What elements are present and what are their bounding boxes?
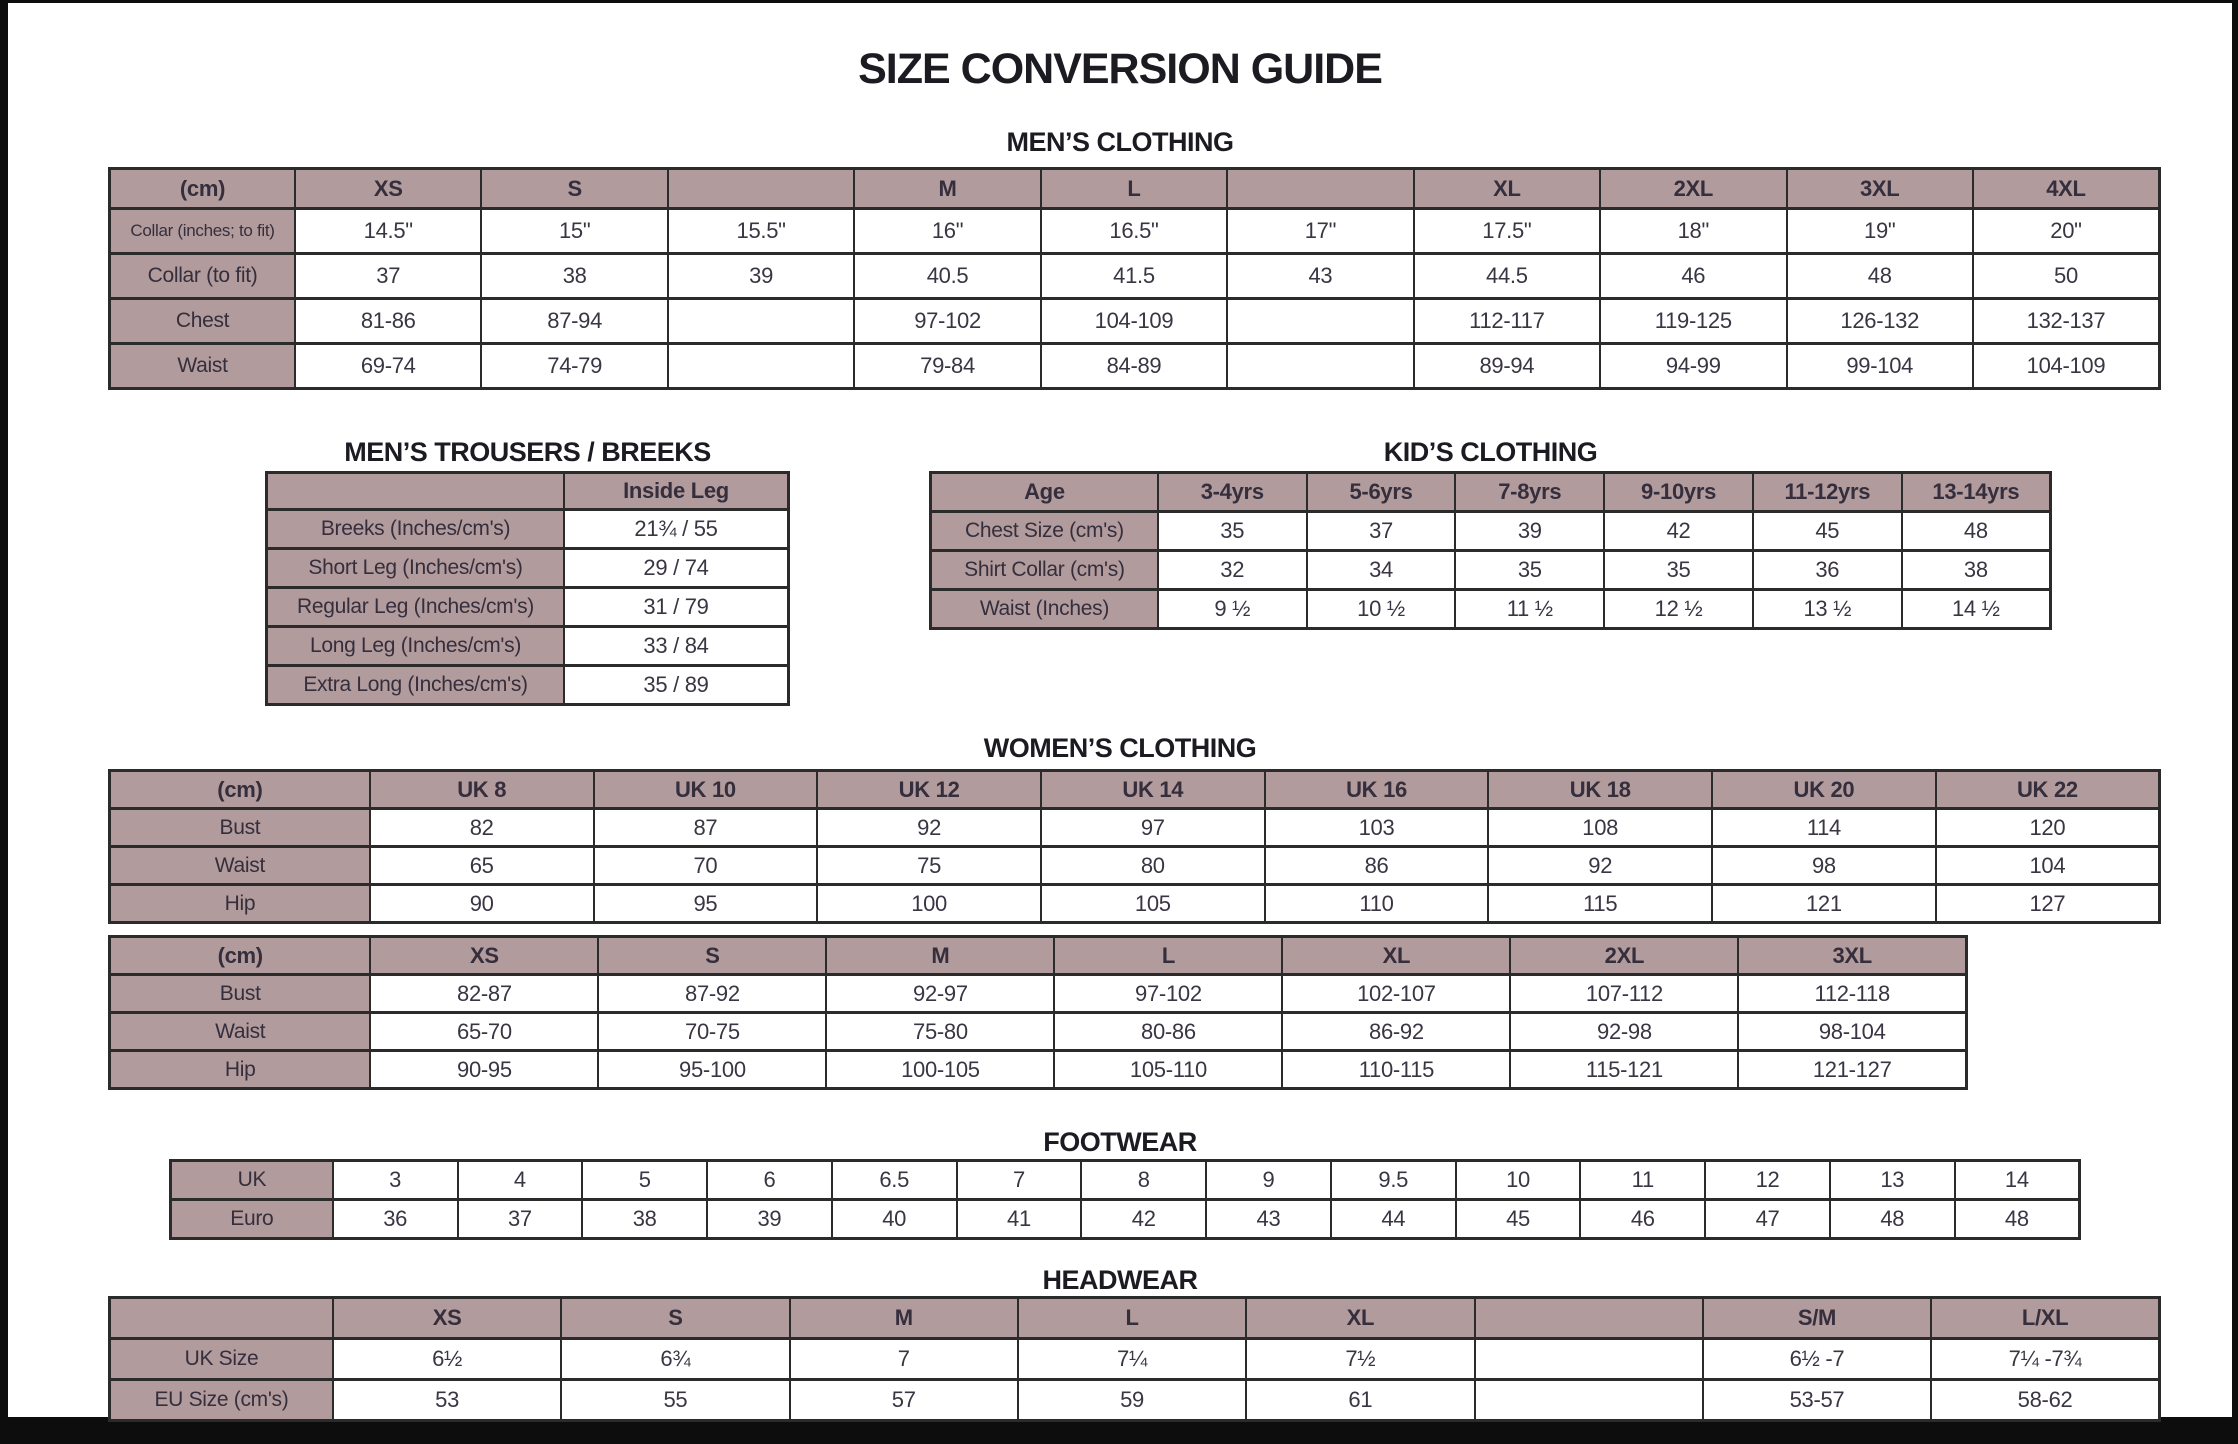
data-cell: 16.5" xyxy=(1041,209,1227,254)
data-cell: 108 xyxy=(1488,809,1712,847)
data-cell: 99-104 xyxy=(1787,344,1973,389)
table-row xyxy=(267,666,789,705)
data-cell: 6½ -7 xyxy=(1703,1339,1931,1380)
header-row xyxy=(931,473,2051,512)
data-cell: 6.5 xyxy=(832,1161,957,1200)
data-cell: 9.5 xyxy=(1331,1161,1456,1200)
data-cell: 13 xyxy=(1830,1161,1955,1200)
data-cell: 97-102 xyxy=(854,299,1040,344)
data-cell: 107-112 xyxy=(1510,975,1738,1013)
header-row xyxy=(110,771,2160,809)
column-header: XS xyxy=(333,1298,561,1339)
data-cell: 119-125 xyxy=(1600,299,1786,344)
data-cell: 57 xyxy=(790,1380,1018,1421)
data-cell xyxy=(668,344,854,389)
mens-clothing-table xyxy=(108,167,2161,390)
table-row xyxy=(110,209,2160,254)
data-cell: 104-109 xyxy=(1041,299,1227,344)
footwear-table xyxy=(169,1159,2081,1240)
data-cell: 6 xyxy=(707,1161,832,1200)
table-row xyxy=(110,847,2160,885)
data-cell: 41 xyxy=(957,1200,1082,1239)
data-cell: 43 xyxy=(1227,254,1413,299)
data-cell: 19" xyxy=(1787,209,1973,254)
data-cell: 48 xyxy=(1830,1200,1955,1239)
table xyxy=(929,471,2052,630)
column-header: M xyxy=(790,1298,1018,1339)
data-cell: 16" xyxy=(854,209,1040,254)
column-header: XS xyxy=(295,169,481,209)
data-cell: 38 xyxy=(582,1200,707,1239)
data-cell: 100 xyxy=(817,885,1041,923)
data-cell: 17" xyxy=(1227,209,1413,254)
data-cell: 112-118 xyxy=(1738,975,1966,1013)
mens-trousers-table xyxy=(265,471,790,706)
data-cell: 58-62 xyxy=(1931,1380,2159,1421)
data-cell: 12 ½ xyxy=(1604,590,1753,629)
data-cell: 29 / 74 xyxy=(564,549,788,588)
column-header: UK 22 xyxy=(1936,771,2160,809)
column-header: XS xyxy=(370,937,598,975)
data-cell: 7¼ -7¾ xyxy=(1931,1339,2159,1380)
column-header: 7-8yrs xyxy=(1455,473,1604,512)
data-cell: 86-92 xyxy=(1282,1013,1510,1051)
data-cell: 94-99 xyxy=(1600,344,1786,389)
data-cell: 15" xyxy=(481,209,667,254)
data-cell xyxy=(1475,1339,1703,1380)
column-header: S xyxy=(561,1298,789,1339)
table xyxy=(108,769,2161,924)
table-row xyxy=(267,510,789,549)
data-cell: 47 xyxy=(1705,1200,1830,1239)
data-cell: 41.5 xyxy=(1041,254,1227,299)
data-cell: 80 xyxy=(1041,847,1265,885)
table-row xyxy=(110,1051,1967,1089)
row-label: EU Size (cm's) xyxy=(110,1380,333,1421)
table-row xyxy=(110,299,2160,344)
column-header xyxy=(1227,169,1413,209)
section-heading-womens-clothing: WOMEN’S CLOTHING xyxy=(983,733,1257,763)
data-cell: 12 xyxy=(1705,1161,1830,1200)
data-cell: 8 xyxy=(1081,1161,1206,1200)
data-cell: 35 / 89 xyxy=(564,666,788,705)
data-cell: 87-94 xyxy=(481,299,667,344)
column-header: (cm) xyxy=(110,169,296,209)
data-cell: 110 xyxy=(1265,885,1489,923)
column-header: 2XL xyxy=(1600,169,1786,209)
data-cell: 43 xyxy=(1206,1200,1331,1239)
data-cell: 37 xyxy=(295,254,481,299)
data-cell: 44.5 xyxy=(1414,254,1600,299)
column-header: 3-4yrs xyxy=(1158,473,1307,512)
data-cell: 87-92 xyxy=(598,975,826,1013)
data-cell: 7½ xyxy=(1246,1339,1474,1380)
data-cell: 48 xyxy=(1902,512,2051,551)
data-cell: 45 xyxy=(1753,512,1902,551)
row-label: Waist xyxy=(110,344,296,389)
table-row xyxy=(267,627,789,666)
table-row xyxy=(110,1380,2160,1421)
row-label: Short Leg (Inches/cm's) xyxy=(267,549,565,588)
data-cell: 114 xyxy=(1712,809,1936,847)
column-header: 5-6yrs xyxy=(1307,473,1456,512)
data-cell: 53 xyxy=(333,1380,561,1421)
table-row xyxy=(110,1339,2160,1380)
data-cell: 59 xyxy=(1018,1380,1246,1421)
data-cell: 61 xyxy=(1246,1380,1474,1421)
data-cell: 14.5" xyxy=(295,209,481,254)
table-row xyxy=(110,344,2160,389)
headwear-table xyxy=(108,1296,2161,1422)
data-cell: 120 xyxy=(1936,809,2160,847)
data-cell: 10 ½ xyxy=(1307,590,1456,629)
data-cell: 90 xyxy=(370,885,594,923)
column-header: UK 12 xyxy=(817,771,1041,809)
data-cell: 37 xyxy=(458,1200,583,1239)
row-label: Hip xyxy=(110,885,370,923)
data-cell: 42 xyxy=(1604,512,1753,551)
column-header: 3XL xyxy=(1738,937,1966,975)
data-cell: 75-80 xyxy=(826,1013,1054,1051)
data-cell: 31 / 79 xyxy=(564,588,788,627)
data-cell: 48 xyxy=(1787,254,1973,299)
data-cell: 46 xyxy=(1600,254,1786,299)
section-heading-mens-trousers: MEN’S TROUSERS / BREEKS xyxy=(344,437,711,467)
data-cell: 126-132 xyxy=(1787,299,1973,344)
data-cell: 53-57 xyxy=(1703,1380,1931,1421)
data-cell: 75 xyxy=(817,847,1041,885)
data-cell: 46 xyxy=(1580,1200,1705,1239)
section-heading-footwear: FOOTWEAR xyxy=(1043,1127,1197,1157)
data-cell: 105 xyxy=(1041,885,1265,923)
data-cell: 33 / 84 xyxy=(564,627,788,666)
table-row xyxy=(931,551,2051,590)
table-row xyxy=(267,588,789,627)
column-header: L xyxy=(1054,937,1282,975)
data-cell: 44 xyxy=(1331,1200,1456,1239)
data-cell: 102-107 xyxy=(1282,975,1510,1013)
data-cell: 115-121 xyxy=(1510,1051,1738,1089)
data-cell: 92 xyxy=(817,809,1041,847)
column-header xyxy=(668,169,854,209)
data-cell: 14 xyxy=(1955,1161,2080,1200)
data-cell: 35 xyxy=(1604,551,1753,590)
data-cell: 86 xyxy=(1265,847,1489,885)
data-cell: 95 xyxy=(594,885,818,923)
header-row xyxy=(267,473,789,510)
column-header: UK 16 xyxy=(1265,771,1489,809)
data-cell: 70 xyxy=(594,847,818,885)
data-cell: 36 xyxy=(333,1200,458,1239)
data-cell: 9 xyxy=(1206,1161,1331,1200)
data-cell: 100-105 xyxy=(826,1051,1054,1089)
data-cell: 14 ½ xyxy=(1902,590,2051,629)
column-header: 9-10yrs xyxy=(1604,473,1753,512)
table-row xyxy=(931,590,2051,629)
data-cell: 50 xyxy=(1973,254,2160,299)
data-cell: 38 xyxy=(481,254,667,299)
data-cell: 4 xyxy=(458,1161,583,1200)
data-cell: 79-84 xyxy=(854,344,1040,389)
data-cell: 5 xyxy=(582,1161,707,1200)
data-cell: 38 xyxy=(1902,551,2051,590)
header-row xyxy=(110,937,1967,975)
row-label: Waist xyxy=(110,1013,371,1051)
data-cell: 9 ½ xyxy=(1158,590,1307,629)
row-label: Regular Leg (Inches/cm's) xyxy=(267,588,565,627)
column-header: UK 20 xyxy=(1712,771,1936,809)
row-label: Breeks (Inches/cm's) xyxy=(267,510,565,549)
data-cell: 40 xyxy=(832,1200,957,1239)
column-header xyxy=(267,473,565,510)
table-row xyxy=(110,1013,1967,1051)
table-row xyxy=(931,512,2051,551)
column-header: 3XL xyxy=(1787,169,1973,209)
column-header: 11-12yrs xyxy=(1753,473,1902,512)
column-header: L xyxy=(1041,169,1227,209)
data-cell: 65 xyxy=(370,847,594,885)
data-cell: 45 xyxy=(1456,1200,1581,1239)
data-cell: 81-86 xyxy=(295,299,481,344)
data-cell xyxy=(1475,1380,1703,1421)
data-cell: 115 xyxy=(1488,885,1712,923)
data-cell: 80-86 xyxy=(1054,1013,1282,1051)
header-row xyxy=(110,1298,2160,1339)
table-row xyxy=(110,885,2160,923)
row-label: Waist (Inches) xyxy=(931,590,1158,629)
column-header: (cm) xyxy=(110,771,370,809)
data-cell: 39 xyxy=(668,254,854,299)
data-cell: 7¼ xyxy=(1018,1339,1246,1380)
data-cell: 39 xyxy=(707,1200,832,1239)
data-cell: 98 xyxy=(1712,847,1936,885)
column-header: L/XL xyxy=(1931,1298,2159,1339)
column-header: Age xyxy=(931,473,1158,512)
column-header: 4XL xyxy=(1973,169,2160,209)
data-cell: 70-75 xyxy=(598,1013,826,1051)
data-cell: 13 ½ xyxy=(1753,590,1902,629)
data-cell: 21¾ / 55 xyxy=(564,510,788,549)
data-cell: 6¾ xyxy=(561,1339,789,1380)
data-cell: 32 xyxy=(1158,551,1307,590)
section-heading-kids-clothing: KID’S CLOTHING xyxy=(1383,437,1598,467)
table xyxy=(169,1159,2081,1240)
column-header xyxy=(1475,1298,1703,1339)
row-label: Waist xyxy=(110,847,370,885)
row-label: Hip xyxy=(110,1051,371,1089)
data-cell: 40.5 xyxy=(854,254,1040,299)
page-title: SIZE CONVERSION GUIDE xyxy=(858,45,1382,93)
data-cell: 82-87 xyxy=(370,975,598,1013)
column-header: UK 8 xyxy=(370,771,594,809)
column-header: Inside Leg xyxy=(564,473,788,510)
data-cell: 55 xyxy=(561,1380,789,1421)
column-header: 2XL xyxy=(1510,937,1738,975)
table xyxy=(265,471,790,706)
data-cell: 11 xyxy=(1580,1161,1705,1200)
data-cell: 104 xyxy=(1936,847,2160,885)
column-header: S xyxy=(598,937,826,975)
table-row xyxy=(171,1161,2080,1200)
column-header: 13-14yrs xyxy=(1902,473,2051,512)
document-page xyxy=(8,3,2232,1417)
womens-uk-sizes-table xyxy=(108,769,2161,924)
row-label: Extra Long (Inches/cm's) xyxy=(267,666,565,705)
data-cell: 110-115 xyxy=(1282,1051,1510,1089)
column-header xyxy=(110,1298,333,1339)
data-cell: 37 xyxy=(1307,512,1456,551)
data-cell: 18" xyxy=(1600,209,1786,254)
data-cell: 65-70 xyxy=(370,1013,598,1051)
row-label: Shirt Collar (cm's) xyxy=(931,551,1158,590)
table-row xyxy=(110,809,2160,847)
data-cell: 104-109 xyxy=(1973,344,2160,389)
column-header: M xyxy=(854,169,1040,209)
row-label: Collar (inches; to fit) xyxy=(110,209,296,254)
row-label: Collar (to fit) xyxy=(110,254,296,299)
data-cell: 34 xyxy=(1307,551,1456,590)
data-cell: 87 xyxy=(594,809,818,847)
table-row xyxy=(110,975,1967,1013)
kids-clothing-table xyxy=(929,471,2052,630)
data-cell: 92-98 xyxy=(1510,1013,1738,1051)
data-cell: 84-89 xyxy=(1041,344,1227,389)
data-cell: 20" xyxy=(1973,209,2160,254)
data-cell xyxy=(1227,344,1413,389)
data-cell: 90-95 xyxy=(370,1051,598,1089)
column-header: XL xyxy=(1246,1298,1474,1339)
table-row xyxy=(110,254,2160,299)
data-cell: 17.5" xyxy=(1414,209,1600,254)
data-cell: 132-137 xyxy=(1973,299,2160,344)
table-row xyxy=(171,1200,2080,1239)
womens-letter-sizes-table xyxy=(108,935,1968,1090)
data-cell: 103 xyxy=(1265,809,1489,847)
data-cell: 121 xyxy=(1712,885,1936,923)
row-label: Bust xyxy=(110,975,371,1013)
data-cell: 39 xyxy=(1455,512,1604,551)
data-cell: 11 ½ xyxy=(1455,590,1604,629)
data-cell: 74-79 xyxy=(481,344,667,389)
row-label: Euro xyxy=(171,1200,333,1239)
data-cell: 97 xyxy=(1041,809,1265,847)
data-cell: 6½ xyxy=(333,1339,561,1380)
row-label: UK xyxy=(171,1161,333,1200)
data-cell: 35 xyxy=(1158,512,1307,551)
data-cell: 105-110 xyxy=(1054,1051,1282,1089)
data-cell: 82 xyxy=(370,809,594,847)
row-label: Chest xyxy=(110,299,296,344)
row-label: Bust xyxy=(110,809,370,847)
data-cell: 69-74 xyxy=(295,344,481,389)
data-cell xyxy=(1227,299,1413,344)
data-cell: 98-104 xyxy=(1738,1013,1966,1051)
data-cell: 36 xyxy=(1753,551,1902,590)
data-cell: 48 xyxy=(1955,1200,2080,1239)
data-cell: 42 xyxy=(1081,1200,1206,1239)
row-label: Long Leg (Inches/cm's) xyxy=(267,627,565,666)
header-row xyxy=(110,169,2160,209)
data-cell: 3 xyxy=(333,1161,458,1200)
column-header: UK 18 xyxy=(1488,771,1712,809)
section-heading-headwear: HEADWEAR xyxy=(1042,1265,1198,1295)
data-cell: 97-102 xyxy=(1054,975,1282,1013)
data-cell: 92-97 xyxy=(826,975,1054,1013)
row-label: UK Size xyxy=(110,1339,333,1380)
column-header: XL xyxy=(1282,937,1510,975)
data-cell xyxy=(668,299,854,344)
data-cell: 7 xyxy=(790,1339,1018,1380)
data-cell: 15.5" xyxy=(668,209,854,254)
data-cell: 89-94 xyxy=(1414,344,1600,389)
data-cell: 95-100 xyxy=(598,1051,826,1089)
column-header: (cm) xyxy=(110,937,371,975)
column-header: L xyxy=(1018,1298,1246,1339)
table-row xyxy=(267,549,789,588)
data-cell: 92 xyxy=(1488,847,1712,885)
data-cell: 121-127 xyxy=(1738,1051,1966,1089)
column-header: UK 14 xyxy=(1041,771,1265,809)
column-header: M xyxy=(826,937,1054,975)
section-heading-mens-clothing: MEN’S CLOTHING xyxy=(1006,127,1234,157)
data-cell: 112-117 xyxy=(1414,299,1600,344)
column-header: S xyxy=(481,169,667,209)
data-cell: 35 xyxy=(1455,551,1604,590)
table xyxy=(108,167,2161,390)
data-cell: 7 xyxy=(957,1161,1082,1200)
table xyxy=(108,935,1968,1090)
table xyxy=(108,1296,2161,1422)
data-cell: 127 xyxy=(1936,885,2160,923)
row-label: Chest Size (cm's) xyxy=(931,512,1158,551)
column-header: S/M xyxy=(1703,1298,1931,1339)
data-cell: 10 xyxy=(1456,1161,1581,1200)
column-header: UK 10 xyxy=(594,771,818,809)
column-header: XL xyxy=(1414,169,1600,209)
